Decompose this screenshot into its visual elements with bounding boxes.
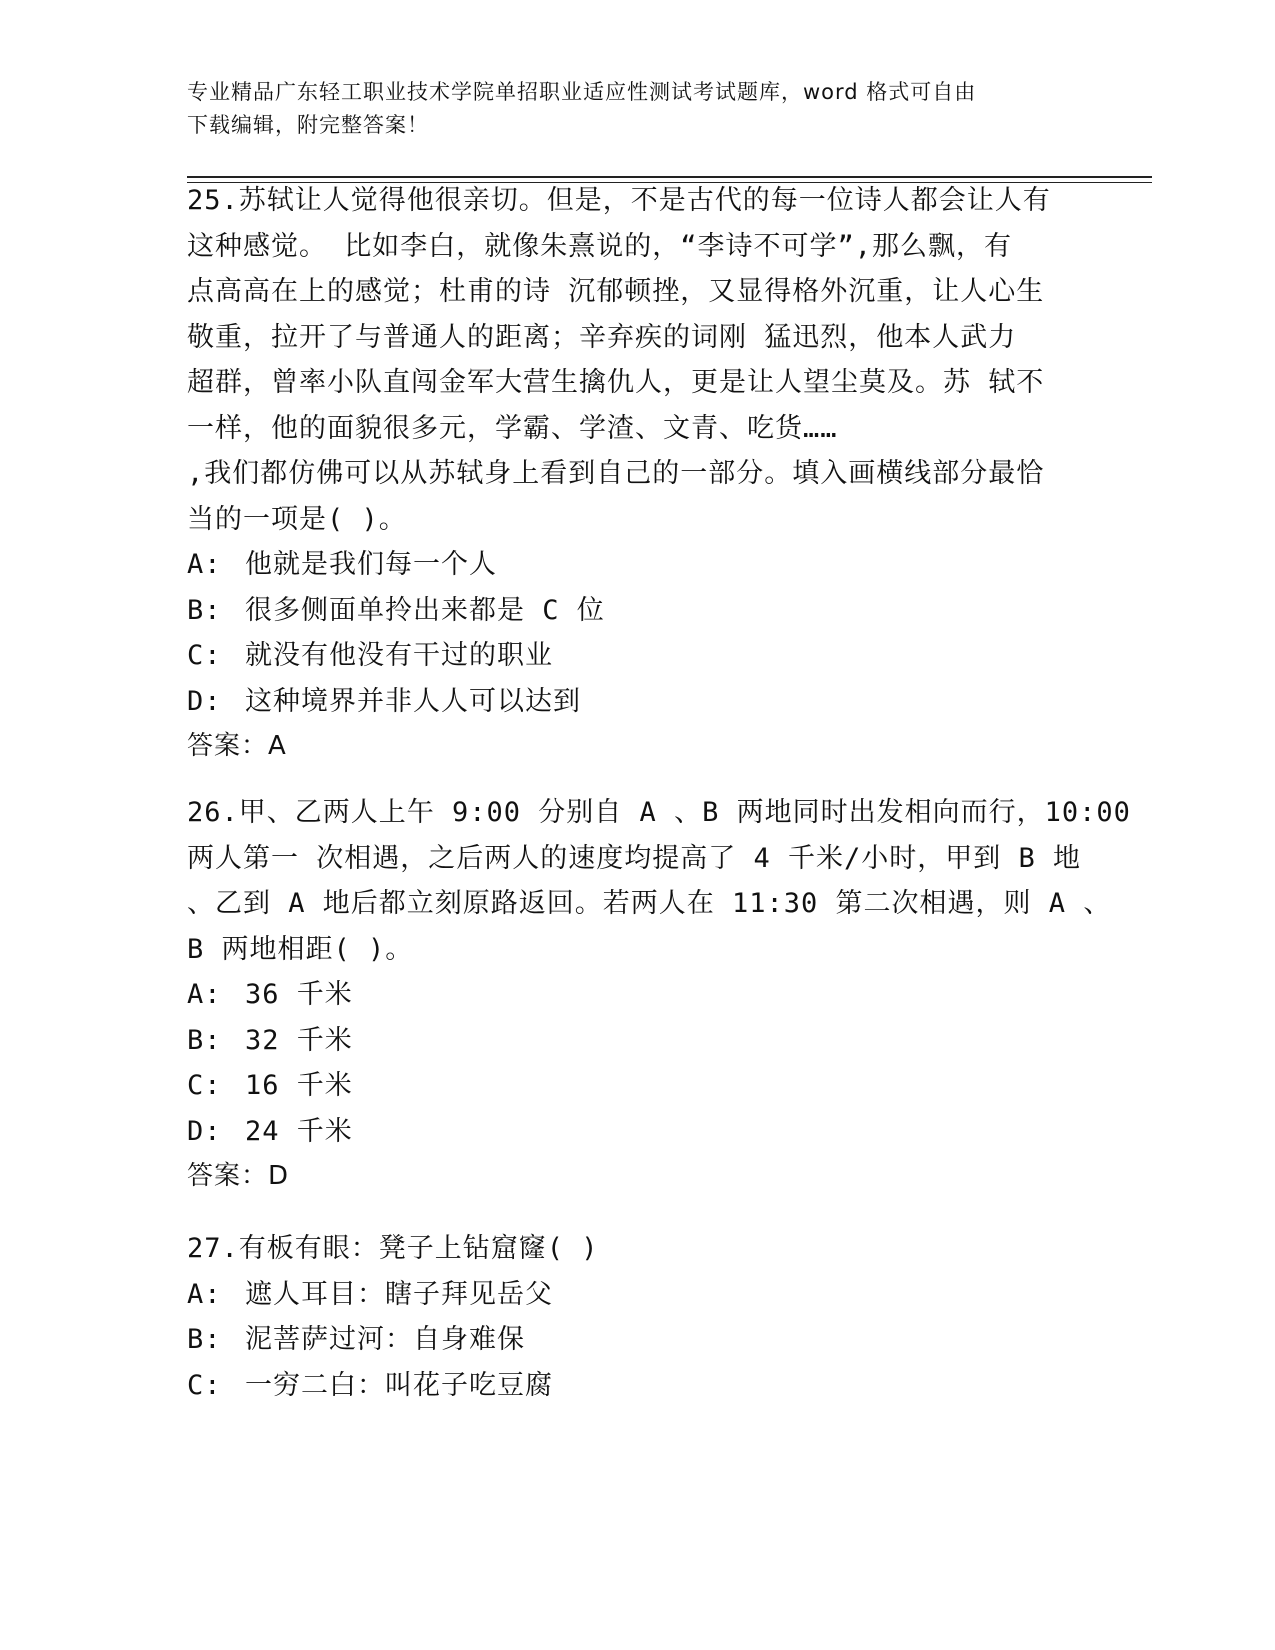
option-b <box>187 1018 1087 1064</box>
option-text: 很多侧面单拎出来都是 C 位 <box>245 594 605 626</box>
option-d <box>187 1109 1087 1155</box>
option-text: 遮人耳目：瞎子拜见岳父 <box>245 1278 553 1310</box>
option-text: 这种境界并非人人可以达到 <box>245 685 581 717</box>
question-stem-line: 26.甲、乙两人上午 9:00 分别自 A 、B 两地同时出发相向而行，10:00 <box>187 797 1131 828</box>
option-text: 24 千米 <box>245 1115 353 1147</box>
option-letter: A: <box>187 1278 222 1310</box>
answer-line: 答案：A <box>187 731 287 761</box>
question-stem-line: 敬重，拉开了与普通人的距离；辛弃疾的词刚 猛迅烈，他本人武力 <box>187 321 1017 353</box>
answer-line: 答案：D <box>187 1161 290 1191</box>
question-stem-line: 一样，他的面貌很多元，学霸、学渣、文青、吃货…… <box>187 412 838 444</box>
question-26 <box>187 790 1131 1200</box>
question-stem-line: 两人第一 次相遇，之后两人的速度均提高了 4 千米/小时，甲到 B 地 <box>187 842 1082 874</box>
option-letter: C: <box>187 640 222 671</box>
option-text: 泥菩萨过河：自身难保 <box>245 1324 525 1355</box>
option-letter: A: <box>187 549 222 580</box>
option-letter: D: <box>187 1115 222 1147</box>
option-a <box>187 972 1087 1018</box>
option-text: 一穷二白：叫花子吃豆腐 <box>245 1369 553 1401</box>
option-letter: C: <box>187 1070 222 1101</box>
question-stem-line: 点高高在上的感觉；杜甫的诗 沉郁顿挫，又显得格外沉重，让人心生 <box>187 276 1045 307</box>
option-text: 36 千米 <box>245 979 353 1010</box>
question-stem-line: 27.有板有眼：凳子上钻窟窿( ) <box>187 1233 599 1264</box>
option-text: 16 千米 <box>245 1070 353 1101</box>
question-stem-line: ,我们都仿佛可以从苏轼身上看到自己的一部分。填入画横线部分最恰 <box>187 458 1045 489</box>
option-letter: B: <box>187 1324 222 1355</box>
option-c <box>187 1363 1087 1409</box>
question-stem-line: 当的一项是( )。 <box>187 503 407 535</box>
question-25 <box>187 178 1087 770</box>
option-d <box>187 679 1087 725</box>
option-letter: B: <box>187 1024 222 1056</box>
option-c <box>187 633 1087 679</box>
question-stem-line: 超群，曾率小队直闯金军大营生擒仇人，更是让人望尘莫及。苏 轼不 <box>187 367 1045 398</box>
header-line-2: 下载编辑，附完整答案！ <box>187 113 429 137</box>
question-stem-line: 25.苏轼让人觉得他很亲切。但是，不是古代的每一位诗人都会让人有 <box>187 185 1051 216</box>
document-header <box>187 76 1067 142</box>
option-text: 他就是我们每一个人 <box>245 549 497 580</box>
option-letter: D: <box>187 685 222 717</box>
option-b <box>187 588 1087 634</box>
question-27 <box>187 1226 1087 1408</box>
option-a <box>187 1272 1087 1318</box>
question-stem-line: B 两地相距( )。 <box>187 933 414 965</box>
option-text: 32 千米 <box>245 1024 353 1056</box>
option-c <box>187 1063 1087 1109</box>
question-stem-line: 这种感觉。 比如李白，就像朱熹说的，“李诗不可学”,那么飘，有 <box>187 230 1013 262</box>
option-letter: C: <box>187 1369 222 1401</box>
question-stem-line: 、乙到 A 地后都立刻原路返回。若两人在 11:30 第二次相遇，则 A 、 <box>187 888 1112 919</box>
option-letter: B: <box>187 594 222 626</box>
header-line-1: 专业精品广东轻工职业技术学院单招职业适应性测试考试题库，word 格式可自由 <box>187 80 977 104</box>
option-text: 就没有他没有干过的职业 <box>245 640 553 671</box>
option-letter: A: <box>187 979 222 1010</box>
option-b <box>187 1317 1087 1363</box>
option-a <box>187 542 1087 588</box>
